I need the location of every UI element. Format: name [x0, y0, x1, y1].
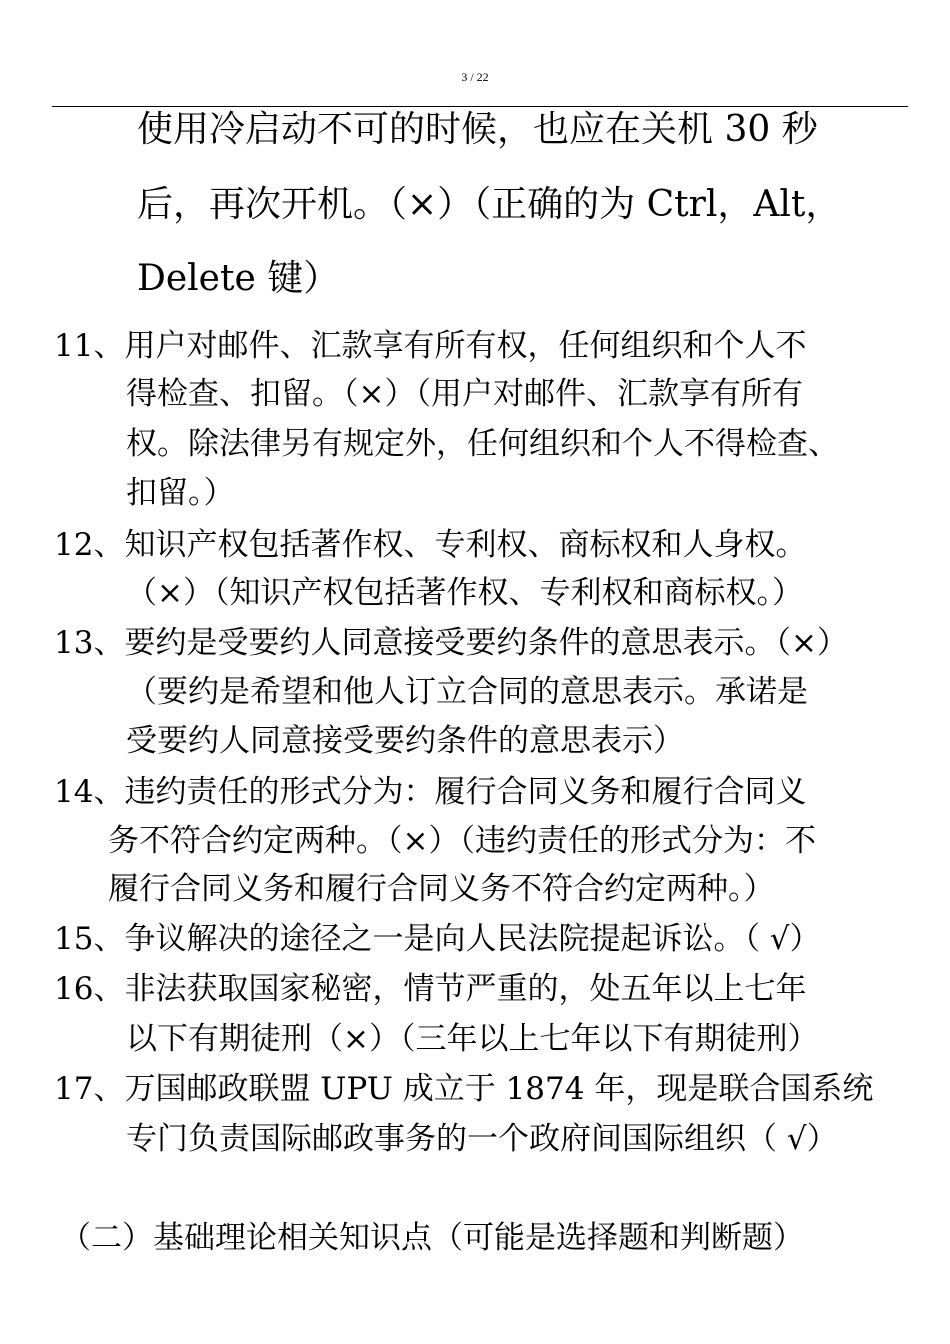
item-11-line-4: 扣留。）	[126, 475, 235, 511]
continuation-line-3: Delete 键）	[137, 258, 340, 299]
item-11-line-1: 11、用户对邮件、汇款享有所有权，任何组织和个人不	[54, 328, 807, 364]
item-13-line-1: 13、要约是受要约人同意接受要约条件的意思表示。（×）	[54, 625, 848, 661]
item-14-line-2: 务不符合约定两种。（×）（违约责任的形式分为：不	[108, 823, 816, 859]
item-13-line-2: （要约是希望和他人订立合同的意思表示。承诺是	[126, 674, 808, 710]
item-17-line-1: 17、万国邮政联盟 UPU 成立于 1874 年，现是联合国系统	[54, 1071, 874, 1107]
page-number: 3 / 22	[461, 70, 489, 84]
item-13-line-3: 受要约人同意接受要约条件的意思表示）	[126, 723, 684, 759]
item-11-line-2: 得检查、扣留。（×）（用户对邮件、汇款享有所有	[126, 376, 803, 412]
item-16-line-2: 以下有期徒刑（×）（三年以上七年以下有期徒刑）	[126, 1021, 819, 1057]
item-17-line-2: 专门负责国际邮政事务的一个政府间国际组织（ √）	[126, 1121, 838, 1157]
continuation-line-2: 后，再次开机。（×）（正确的为 Ctrl，Alt，	[137, 184, 842, 225]
item-14-line-3: 履行合同义务和履行合同义务不符合约定两种。）	[108, 871, 775, 907]
item-16-line-1: 16、非法获取国家秘密，情节严重的，处五年以上七年	[54, 971, 807, 1007]
item-14-line-1: 14、违约责任的形式分为：履行合同义务和履行合同义	[54, 774, 807, 810]
item-12-line-1: 12、知识产权包括著作权、专利权、商标权和人身权。	[54, 527, 807, 563]
item-11-line-3: 权。除法律另有规定外，任何组织和个人不得检查、	[126, 426, 839, 462]
item-12-line-2: （×）（知识产权包括著作权、专利权和商标权。）	[126, 575, 803, 611]
header-rule	[52, 106, 908, 107]
section-heading: （二）基础理论相关知识点（可能是选择题和判断题）	[60, 1220, 804, 1256]
continuation-line-1: 使用冷启动不可的时候，也应在关机 30 秒	[137, 109, 818, 150]
item-15-line-1: 15、争议解决的途径之一是向人民法院提起诉讼。（ √）	[54, 921, 821, 957]
